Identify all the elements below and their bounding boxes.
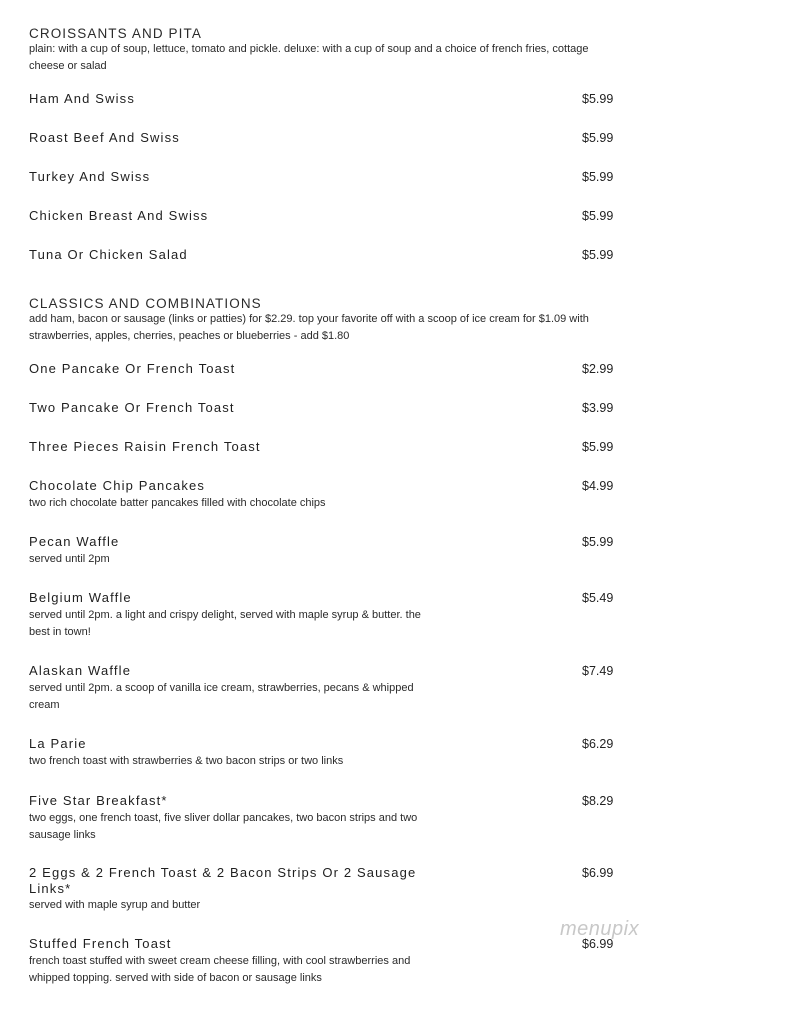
menu-item [29, 793, 629, 844]
menu-item [29, 208, 629, 224]
item-description: two french toast with strawberries & two bacon strips or two links [29, 754, 344, 767]
menu-item [29, 247, 629, 263]
item-name: Tuna Or Chicken Salad [29, 247, 188, 262]
item-price: $4.99 [582, 479, 614, 493]
item-price: $5.99 [582, 131, 614, 145]
item-price: $5.99 [582, 209, 614, 223]
item-price: $2.99 [582, 362, 614, 376]
item-name: Alaskan Waffle [29, 663, 132, 678]
item-price: $6.99 [582, 866, 614, 880]
item-price: $5.99 [582, 170, 614, 184]
item-price: $6.99 [582, 937, 614, 951]
item-price: $5.49 [582, 591, 614, 605]
menupix-watermark: menupix [560, 918, 640, 940]
menu-item [29, 400, 629, 416]
menu-item [29, 590, 629, 641]
item-price: $3.99 [582, 401, 614, 415]
item-description: served until 2pm. a scoop of vanilla ice cream, strawberries, pecans & whipped cream [29, 681, 414, 711]
menu-item [29, 439, 629, 455]
section-description-classics: add ham, bacon or sausage (links or patties) for $2.29. top your favorite off with a scoop of ice cream for $1.09 with strawberries, apples, cherries, peaches or blueberries - add $1.80 [29, 313, 589, 342]
menu-item [29, 936, 629, 987]
item-name: Chicken Breast And Swiss [29, 208, 209, 223]
item-price: $5.99 [582, 535, 614, 549]
menu-item [29, 534, 629, 568]
section-title-croissants: CROISSANTS AND PITA [29, 26, 202, 41]
item-price: $7.49 [582, 664, 614, 678]
item-description: served with maple syrup and butter [29, 899, 201, 911]
section-description-croissants: plain: with a cup of soup, lettuce, tomato and pickle. deluxe: with a cup of soup and a choice of french fries, cottage cheese or salad [29, 43, 589, 72]
item-price: $5.99 [582, 440, 614, 454]
item-name: Ham And Swiss [29, 91, 135, 106]
item-name: 2 Eggs & 2 French Toast & 2 Bacon Strips Or 2 Sausage Links* [29, 865, 417, 896]
section-title-classics: CLASSICS AND COMBINATIONS [29, 296, 262, 311]
item-price: $8.29 [582, 794, 614, 808]
item-name: Two Pancake Or French Toast [29, 400, 235, 415]
menu-item [29, 169, 629, 185]
item-description: two eggs, one french toast, five sliver dollar pancakes, two bacon strips and two sausage links [29, 811, 418, 841]
item-description: french toast stuffed with sweet cream cheese filling, with cool strawberries and whipped topping. served with side of bacon or sausage links [29, 954, 411, 984]
menu-item [29, 130, 629, 146]
item-name: Stuffed French Toast [29, 936, 172, 951]
item-price: $6.29 [582, 737, 614, 751]
item-description: served until 2pm [29, 552, 110, 565]
menu-item [29, 91, 629, 107]
item-name: Roast Beef And Swiss [29, 130, 180, 145]
menu-item [29, 663, 629, 714]
item-description: two rich chocolate batter pancakes filled with chocolate chips [29, 496, 326, 509]
item-description: served until 2pm. a light and crispy delight, served with maple syrup & butter. the best in town! [29, 608, 421, 638]
menu-item [29, 478, 629, 512]
menu-item [29, 736, 629, 770]
item-name: Five Star Breakfast* [29, 793, 168, 808]
item-name: La Parie [29, 736, 87, 751]
item-price: $5.99 [582, 248, 614, 262]
item-name: Three Pieces Raisin French Toast [29, 439, 261, 454]
item-name: Belgium Waffle [29, 590, 132, 605]
item-name: One Pancake Or French Toast [29, 361, 236, 376]
menu-item [29, 361, 629, 377]
item-price: $5.99 [582, 92, 614, 106]
item-name: Turkey And Swiss [29, 169, 151, 184]
item-name: Pecan Waffle [29, 534, 120, 549]
menu-item [29, 865, 629, 914]
item-name: Chocolate Chip Pancakes [29, 478, 206, 493]
